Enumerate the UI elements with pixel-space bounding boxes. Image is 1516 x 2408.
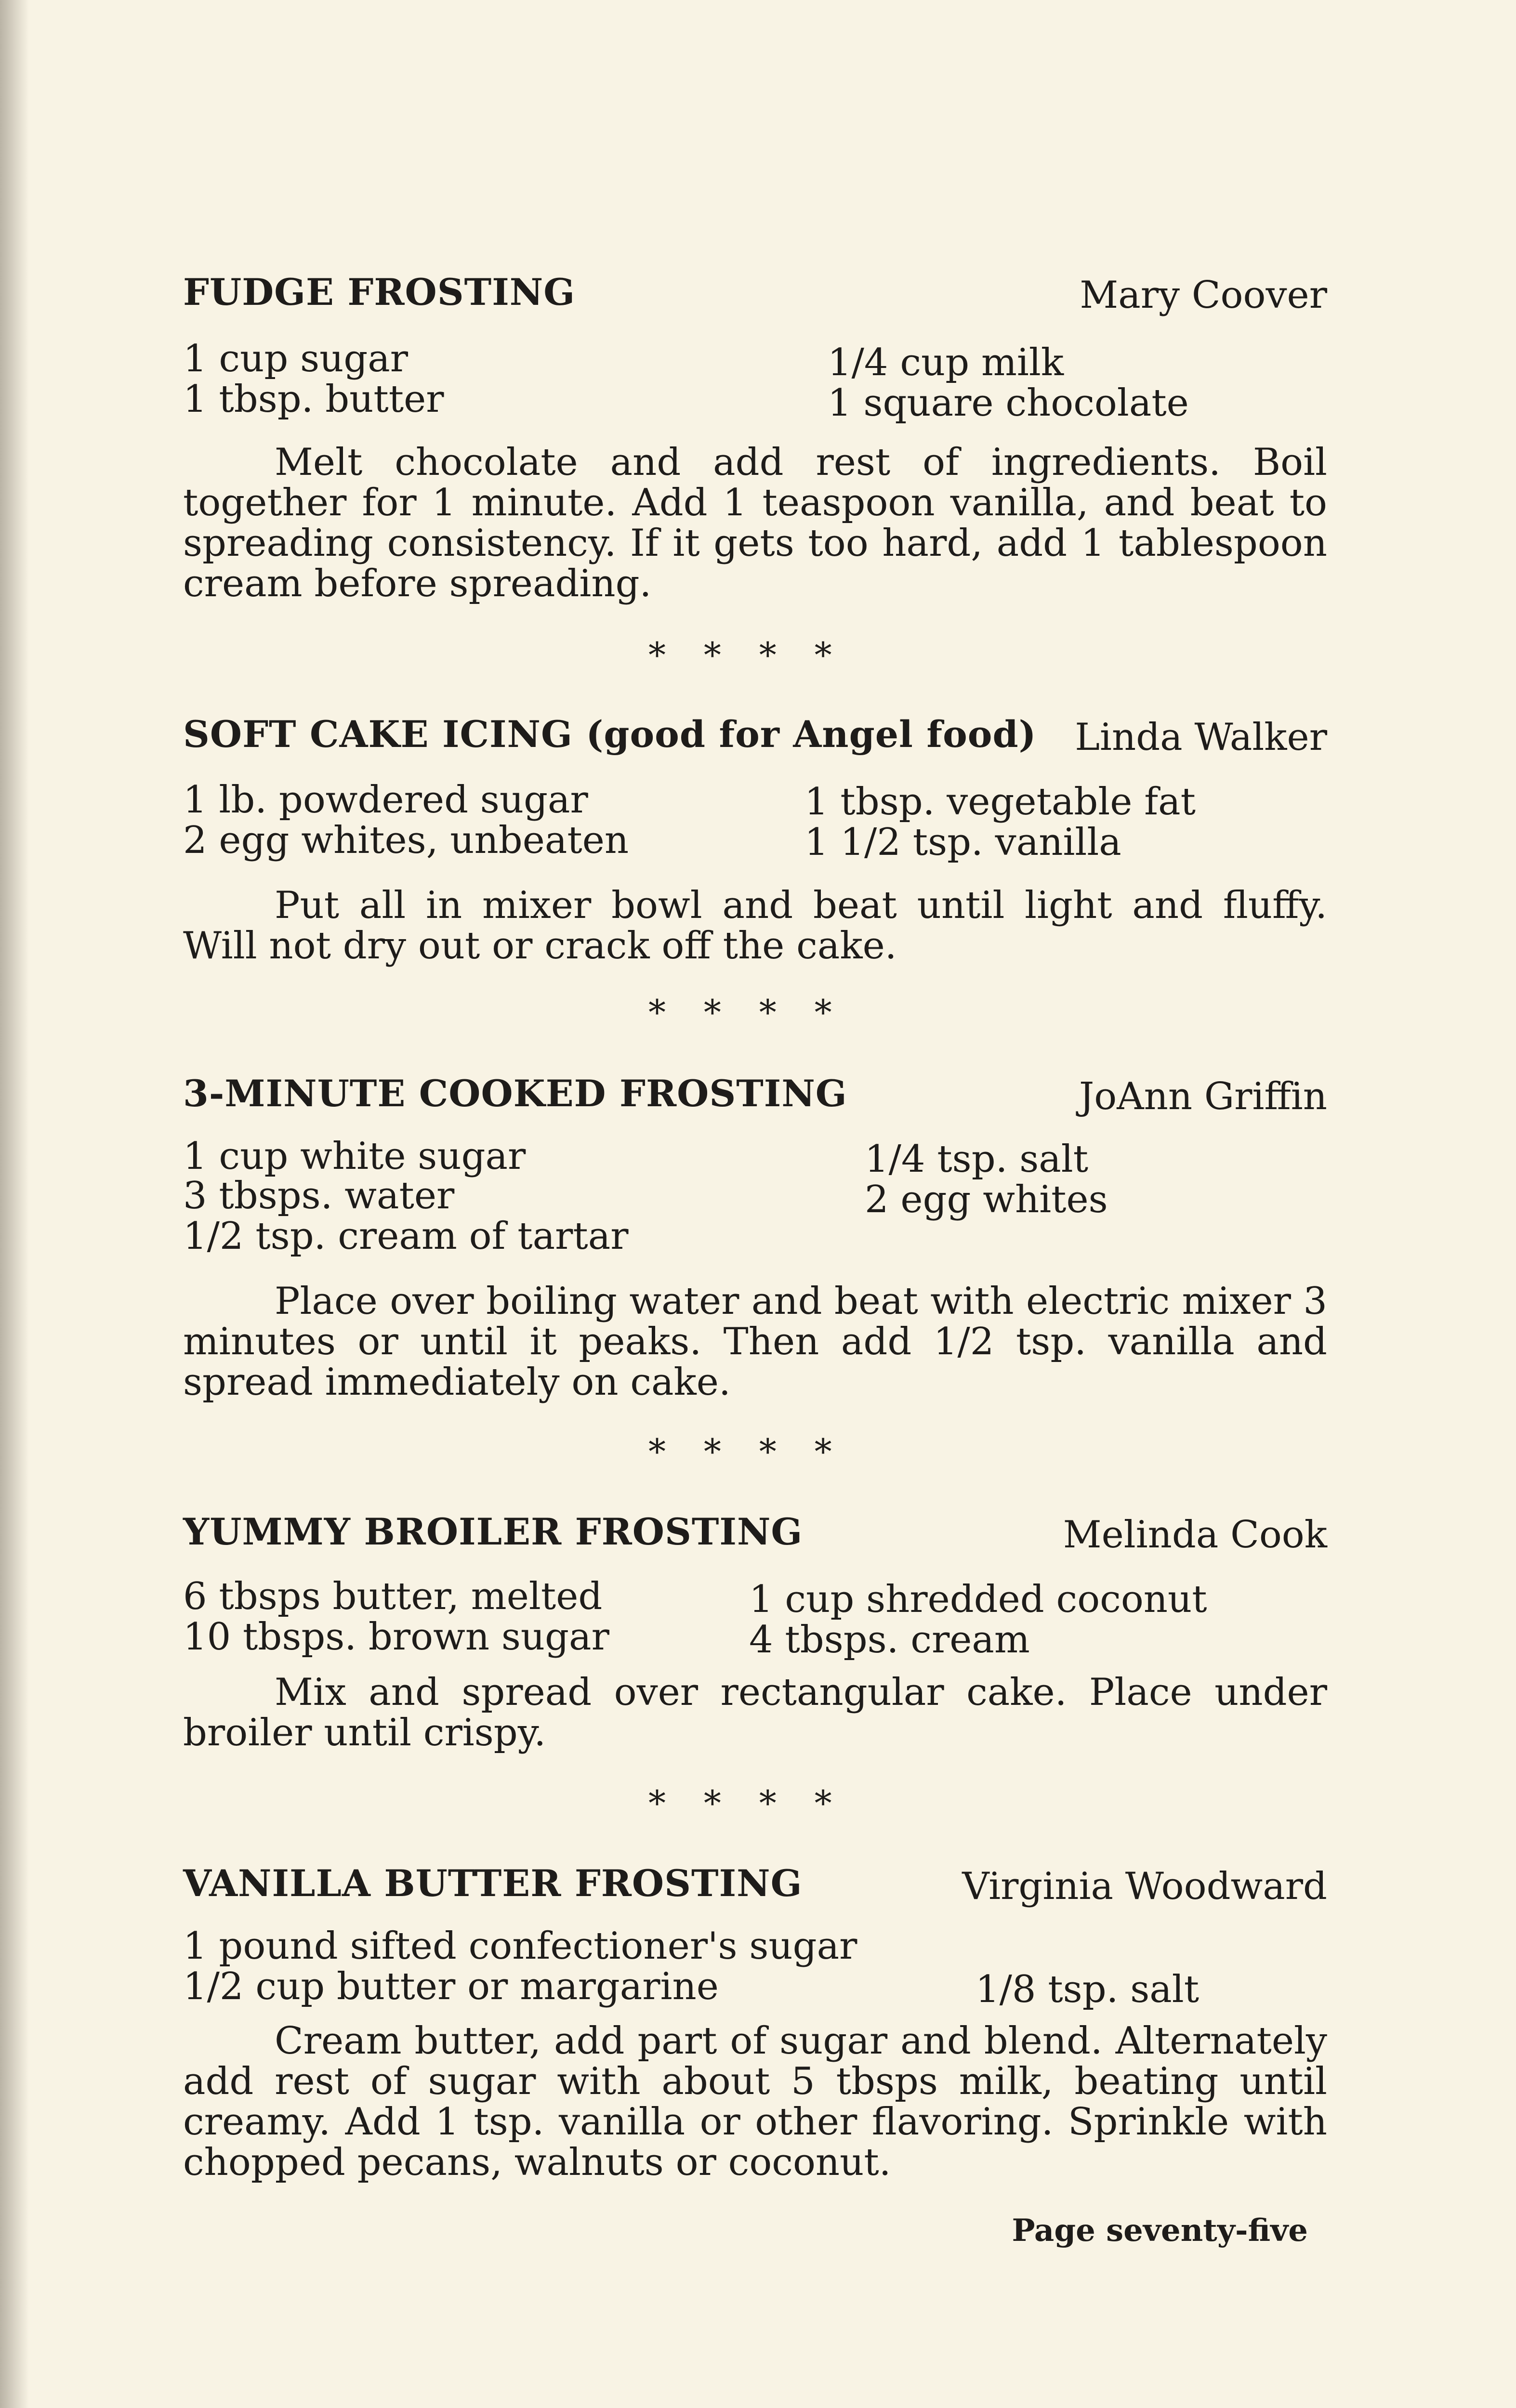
ingredient: 6 tbsps butter, melted (183, 1575, 603, 1618)
ingredient: 4 tbsps. cream (749, 1618, 1030, 1662)
instructions-text: Melt chocolate and add rest of ingredients. Boil together for 1 minute. Add 1 teaspoon vanilla, and beat to spreading consistency. If it gets too hard, add 1 tablespoon cream before spreading. (183, 441, 1327, 605)
ingredient: 1 lb. powdered sugar (183, 778, 588, 822)
ingredient: 1/2 cup butter or margarine (183, 1965, 719, 2008)
ingredient: 1 square chocolate (828, 381, 1189, 425)
recipe-author: Melinda Cook (1063, 1513, 1327, 1557)
ingredient: 1 cup sugar (183, 337, 409, 380)
recipe-instructions (183, 1281, 1327, 1402)
recipe-author: JoAnn Griffin (1079, 1075, 1327, 1118)
recipe-title: YUMMY BROILER FROSTING (183, 1510, 803, 1553)
ingredient: 2 egg whites (865, 1178, 1108, 1221)
recipe-instructions (183, 1672, 1327, 1753)
ingredient: 1 1/2 tsp. vanilla (804, 821, 1121, 864)
ingredient: 3 tbsps. water (183, 1174, 455, 1217)
ingredient: 2 egg whites, unbeaten (183, 819, 629, 862)
ingredient: 1/4 cup milk (828, 341, 1064, 384)
instructions-text: Cream butter, add part of sugar and blend. Alternately add rest of sugar with about 5 tbsps milk, beating until creamy. Add 1 tsp. vanilla or other flavoring. Sprinkle with chopped pecans, walnuts or coconut. (183, 2019, 1327, 2184)
ingredient: 1 tbsp. vegetable fat (804, 780, 1196, 824)
page-number: Page seventy-five (1012, 2212, 1308, 2249)
ingredient: 1 pound sifted confectioner's sugar (183, 1924, 857, 1968)
recipe-instructions (183, 2021, 1327, 2183)
instructions-text: Put all in mixer bowl and beat until light and fluffy. Will not dry out or crack off the cake. (183, 884, 1327, 968)
section-separator: * * * * (648, 992, 832, 1033)
page-edge-shadow (0, 0, 29, 2408)
ingredient: 1 cup shredded coconut (749, 1578, 1207, 1621)
section-separator: * * * * (648, 1431, 832, 1472)
section-separator: * * * * (648, 635, 832, 675)
recipe-author: Virginia Woodward (962, 1865, 1327, 1908)
instructions-text: Place over boiling water and beat with electric mixer 3 minutes or until it peaks. Then add 1/2 tsp. vanilla and spread immediately on cake. (183, 1280, 1327, 1404)
recipe-title: FUDGE FROSTING (183, 271, 576, 314)
recipe-instructions (183, 885, 1327, 966)
ingredient: 1 cup white sugar (183, 1135, 526, 1178)
recipe-title: 3-MINUTE COOKED FROSTING (183, 1072, 847, 1115)
recipe-instructions (183, 442, 1327, 604)
recipe-title: VANILLA BUTTER FROSTING (183, 1862, 803, 1905)
ingredient: 10 tbsps. brown sugar (183, 1615, 609, 1659)
instructions-text: Mix and spread over rectangular cake. Place under broiler until crispy. (183, 1671, 1327, 1754)
ingredient: 1/2 tsp. cream of tartar (183, 1215, 629, 1258)
ingredient: 1 tbsp. butter (183, 378, 444, 421)
ingredient: 1/4 tsp. salt (865, 1138, 1089, 1181)
recipe-title: SOFT CAKE ICING (good for Angel food) (183, 713, 1037, 756)
recipe-author: Mary Coover (1080, 274, 1327, 317)
ingredient: 1/8 tsp. salt (976, 1968, 1200, 2011)
section-separator: * * * * (648, 1783, 832, 1823)
recipe-author: Linda Walker (1075, 716, 1327, 759)
